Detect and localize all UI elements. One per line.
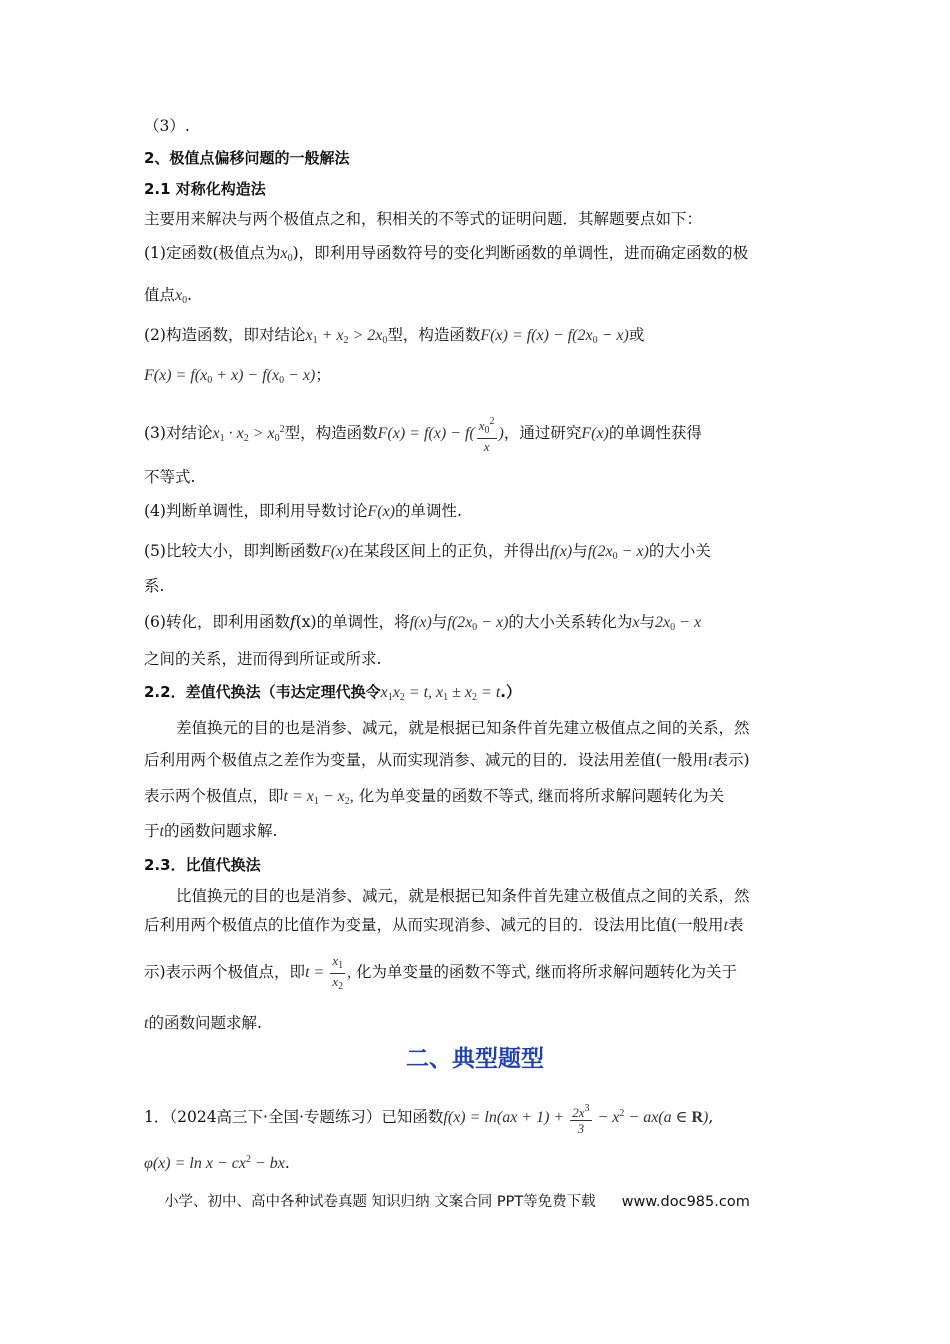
math: $x_1 + x_2 > 2x_0$	[305, 327, 388, 346]
footer-text: 小学、初中、高中各种试卷真题 知识归纳 文案合同 PPT等免费下载	[164, 1194, 596, 1210]
math: F(x)	[367, 503, 395, 520]
section-title: 二、典型题型	[406, 1046, 544, 1072]
math: $t = x_1 - x_2$,	[283, 788, 354, 807]
diff-para-2: 后利用两个极值点之差作为变量，从而实现消参、减元的目的．设法用差值(一般用t表示)	[144, 751, 750, 769]
section-3-tail: （3）.	[144, 117, 190, 135]
step-5: (5)比较大小，即判断函数F(x)在某段区间上的正负，并得出f(x)与$f(2x_0 - x)$的大小关	[144, 542, 711, 562]
math: F(x)	[581, 425, 609, 442]
diff-para-1: 差值换元的目的也是消参、减元，就是根据已知条件首先建立极值点之间的关系，然	[176, 719, 750, 737]
math: t = $\frac{x_1}{x_2}$ ,	[305, 953, 352, 992]
diff-para-4: 于t的函数问题求解.	[144, 822, 278, 840]
step-1: (1)定函数(极值点为$x_0$)，即利用导函数符号的变化判断函数的单调性，进而确定函数的极	[144, 244, 749, 264]
ratio-para-4: t的函数问题求解.	[144, 1014, 262, 1032]
math: $F(x) = f(x) - f(2x_0 - x)$	[480, 327, 629, 346]
step-6: (6)转化，即利用函数f(x)的单调性，将f(x)与$f(2x_0 - x)$的大小关系转化为x与$2x_0 - x$	[144, 613, 702, 633]
math: F(x)	[320, 543, 349, 560]
math: f(x)	[409, 614, 432, 631]
ratio-para-1: 比值换元的目的也是消参、减元，就是根据已知条件首先建立极值点之间的关系，然	[176, 887, 750, 905]
math: $2x_0 - x$	[655, 614, 702, 633]
math: t	[723, 917, 729, 934]
diff-para-3: 表示两个极值点，即$t = x_1 - x_2$, 化为单变量的函数不等式, 继而将所求解问题转化为关	[144, 787, 725, 807]
heading-2: 2、极值点偏移问题的一般解法	[144, 149, 350, 167]
heading-2-1: 2.1 对称化构造法	[144, 180, 266, 198]
heading-2-3: 2.3．比值代换法	[144, 856, 261, 874]
footer-link[interactable]: www.doc985.com	[621, 1194, 750, 1210]
step-3-cont: 不等式.	[144, 468, 196, 486]
ratio-para-2: 后利用两个极值点的比值作为变量，从而实现消参、减元的目的．设法用比值(一般用t表	[144, 916, 744, 934]
question-1-cont: $\varphi(x) = \ln x - cx^2$ − bx.	[144, 1154, 290, 1172]
math: $f(2x_0 - x)$	[447, 614, 509, 633]
math: t	[159, 823, 164, 840]
math: t	[144, 1015, 149, 1032]
step-1-cont: 值点$x_0$.	[144, 286, 193, 306]
math: $x_0$	[175, 287, 188, 306]
step-3: (3)对结论$x_1 \cdot x_2 > x_0^2$型，构造函数F(x) = f(x) − f( $\frac{x_0^2}{x}$ )，通过研究F(x)的单调性获得	[144, 416, 702, 455]
question-1: 1．（2024高三下·全国·专题练习）已知函数f(x) = ln(ax + 1) + $\frac{2x^3}{3}$ − $x^2 - ax(a$ ∈ R),	[144, 1102, 714, 1136]
intro-text: 主要用来解决与两个极值点之和，积相关的不等式的证明问题．其解题要点如下：	[144, 210, 703, 228]
step-2-cont: $F(x) = f(x_0 + x) - f(x_0 - x)$；	[144, 366, 331, 386]
step-2: (2)构造函数，即对结论$x_1 + x_2 > 2x_0$型，构造函数$F(x) = f(x) - f(2x_0 - x)$或	[144, 326, 645, 346]
math: $x_0$	[280, 245, 293, 264]
step-4: (4)判断单调性，即利用导数讨论F(x)的单调性.	[144, 502, 462, 520]
footer	[164, 1190, 750, 1211]
math: F(x) = f(x) − f( $\frac{x_0^2}{x}$ )	[377, 416, 504, 455]
math: $F(x) = f(x_0 + x) - f(x_0 - x)$	[144, 367, 316, 386]
step-6-cont: 之间的关系，进而得到所证或所求.	[144, 650, 382, 668]
math: t	[708, 752, 713, 769]
math: x	[632, 614, 640, 631]
step-5-cont: 系.	[144, 577, 165, 595]
math: f(x) = ln(ax + 1) + $\frac{2x^3}{3}$ − $x^2 - ax(a$ ∈ R)	[443, 1102, 709, 1136]
math: $x_1 \cdot x_2 > x_0^2$	[212, 424, 285, 444]
math: f(x)	[550, 543, 573, 560]
math: $f(2x_0 - x)$	[587, 543, 649, 562]
heading-2-2: 2.2．差值代换法（韦达定理代换令$x_1x_2 = t$, $x_1 \pm x_2 = t$.）	[144, 683, 521, 703]
math: $x_1x_2 = t$, $x_1 \pm x_2 = t$	[380, 684, 501, 703]
math: $\varphi(x) = \ln x - cx^2$ − bx	[144, 1154, 285, 1172]
ratio-para-3: 示)表示两个极值点，即t = $\frac{x_1}{x_2}$ , 化为单变量的函数不等式, 继而将所求解问题转化为关于	[144, 953, 737, 992]
